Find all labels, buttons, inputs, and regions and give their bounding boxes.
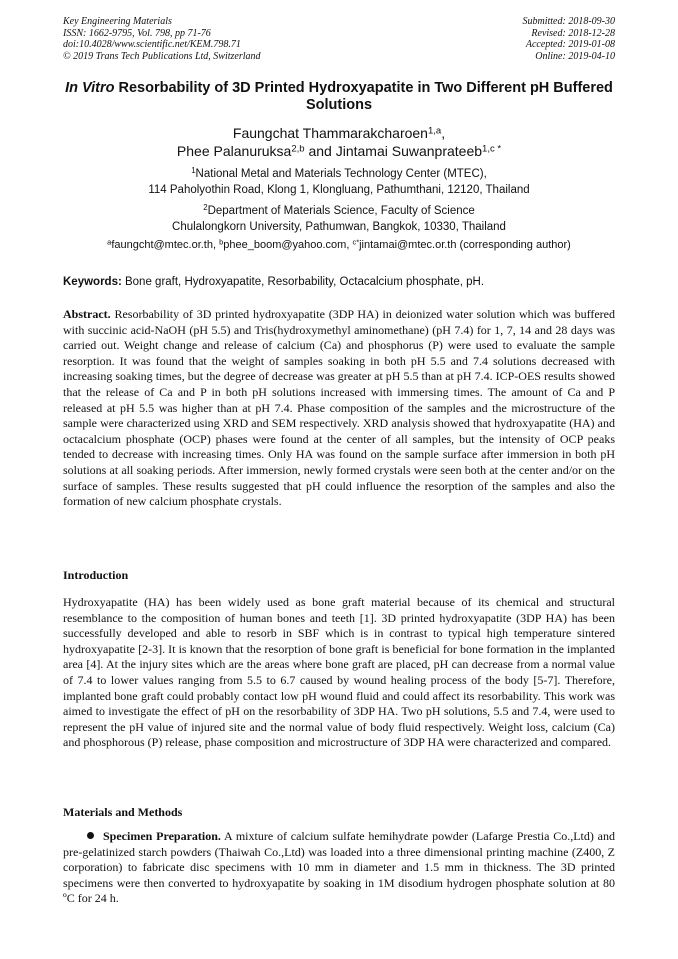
affiliation-line bbox=[63, 166, 615, 182]
author-list bbox=[63, 124, 615, 160]
email-link[interactable]: phee_boom@yahoo.com, bbox=[223, 239, 353, 251]
email-link[interactable]: faungcht@mtec.or.th, bbox=[111, 239, 220, 251]
author-affiliation-mark: 1,a bbox=[427, 125, 442, 137]
paper-title bbox=[63, 80, 615, 114]
keywords bbox=[63, 275, 615, 289]
online-date: Online: 2019-04-10 bbox=[535, 50, 615, 62]
affiliation-line bbox=[63, 203, 615, 219]
bullet-icon bbox=[87, 832, 94, 839]
author-name: Faungchat Thammarakcharoen bbox=[232, 125, 428, 141]
journal-name: Key Engineering Materials bbox=[63, 16, 172, 27]
affiliation-mark: 1 bbox=[191, 166, 196, 176]
revised-date: Revised: 2018-12-28 bbox=[531, 27, 615, 39]
issn: ISSN: 1662-9795, Vol. 798, pp 71-76 bbox=[63, 27, 211, 39]
abstract-label: Abstract. bbox=[63, 307, 111, 321]
affiliation-address: 114 Paholyothin Road, Klong 1, Klongluang, Pathumthani, 12120, Thailand bbox=[148, 184, 530, 196]
introduction-text: Hydroxyapatite (HA) has been widely used as bone graft material because of its chemical and structural resemblance to the composition of human bones and teeth [1]. 3D printed hydroxyapatite (3DP HA) has been successfully developed and able to resorb in SBF which is in contrast to typical high temperature sintered hydroxyapatite [2-3]. It is known that the resorption of bone graft is beneficial for bone formation in the implanted area [4]. At the injury sites which are the areas where bone graft are placed, pH can decrease from a normal value of 7.4 to lower values ranging from 5.5 to 6.7 caused by wound healing process of the body [5-7]. Therefore, implanted bone graft could probably contact low pH wound fluid and could affect its resorbability. This work was aimed to investigate the effect of pH on the resorbability of 3DP HA. Two pH solutions, 5.5 and 7.4, were used to represent the pH value of injured site and the normal value of body fluid respectively. Weight loss, calcium (Ca) and phosphorous (P) release, phase composition and microstructure of 3DP HA were characterized and compared. bbox=[63, 595, 615, 750]
email-mark: b bbox=[219, 237, 224, 247]
title-italic: In Vitro bbox=[65, 80, 115, 96]
copyright: © 2019 Trans Tech Publications Ltd, Switzerland bbox=[63, 50, 261, 62]
author-separator: , bbox=[441, 125, 446, 141]
submitted-date: Submitted: 2018-09-30 bbox=[522, 16, 615, 27]
abstract-text: Resorbability of 3D printed hydroxyapatite (3DP HA) in deionized water solution which was buffered with succinic acid-NaOH (pH 5.5) and Tris(hydroxymethyl aminomethane) (pH 7.4) for 1, 7, 14 and 28 days was carried out. Weight change and release of calcium (Ca) and phosphorus (P) were used to evaluate the sample resorption. It was found that the weight of samples soaking in both pH 5.5 and 7.4 solutions decreased with increasing soaking times, but the degree of decrease was greater at pH 5.5 than at pH 7.4. ICP-OES results showed that the release of Ca and P in both pH solutions increased with immersing times. The amount of Ca and P released at pH 5.5 was higher than at pH 7.4. Phase composition of the samples and the microstructure of the sample were characterized using XRD and SEM respectively. XRD analysis showed that hydroxyapatite (HA) and octacalcium phosphate (OCP) phases were found at the center of all samples, but the intensity of OCP peaks tended to decrease with increasing times. Only HA was found on the sample surface after immersion in both pH solutions at all soaking periods. After immersion, newly formed crystals were seen both at the center and/or on the surface of samples. These results suggested that pH could influence the resorption of the samples and also the formation of new calcium phosphate crystals. bbox=[63, 307, 615, 509]
methods-item bbox=[63, 829, 615, 907]
affiliation-text: National Metal and Materials Technology Center (MTEC), bbox=[195, 168, 487, 180]
accepted-date: Accepted: 2019-01-08 bbox=[525, 39, 615, 50]
doi: doi:10.4028/www.scientific.net/KEM.798.71 bbox=[63, 39, 241, 50]
methods-heading: Materials and Methods bbox=[63, 805, 183, 819]
author-emails bbox=[63, 238, 615, 252]
email-mark: c* bbox=[352, 237, 360, 247]
author-name: Phee Palanuruksa bbox=[176, 143, 292, 159]
author-conjunction: and bbox=[304, 143, 336, 159]
keywords-label: Keywords: bbox=[63, 276, 122, 288]
methods-item-text: A mixture of calcium sulfate hemihydrate powder (Lafarge Prestia Co.,Ltd) and pre-gelatinized starch powders (Thaiwah Co.,Ltd) was loaded into a three dimensional printing machine (Z400, Z corporation) to fabricate disc specimens with 10 mm in diameter and 1.5 mm in thickness. The 3D printed specimens were then converted to hydroxyapatite by soaking in 1M disodium hydrogen phosphate solution at 80 ºC for 24 h. bbox=[63, 829, 615, 906]
email-mark: a bbox=[107, 237, 112, 247]
affiliation-2 bbox=[63, 203, 615, 235]
affiliation-1 bbox=[63, 166, 615, 198]
author-affiliation-mark: 2,b bbox=[291, 143, 305, 155]
affiliation-text: Department of Materials Science, Faculty of Science bbox=[207, 205, 475, 217]
introduction-heading: Introduction bbox=[63, 568, 129, 582]
affiliation-address: Chulalongkorn University, Pathumwan, Bangkok, 10330, Thailand bbox=[172, 221, 506, 233]
title-text: Resorbability of 3D Printed Hydroxyapatite in Two Different pH Buffered Solutions bbox=[114, 80, 613, 113]
keywords-text: Bone graft, Hydroxyapatite, Resorbability, Octacalcium phosphate, pH. bbox=[121, 276, 485, 288]
abstract bbox=[63, 307, 615, 510]
affiliation-mark: 2 bbox=[203, 203, 208, 213]
journal-info bbox=[63, 16, 261, 62]
publication-dates bbox=[523, 16, 616, 62]
author-line-2 bbox=[63, 142, 615, 160]
author-affiliation-mark: 1,c * bbox=[482, 143, 502, 155]
author-name: Jintamai Suwanprateeb bbox=[335, 143, 483, 159]
author-line-1 bbox=[63, 124, 615, 142]
methods-item-label: Specimen Preparation. bbox=[103, 829, 221, 843]
email-link[interactable]: jintamai@mtec.or.th (corresponding author) bbox=[359, 239, 571, 251]
